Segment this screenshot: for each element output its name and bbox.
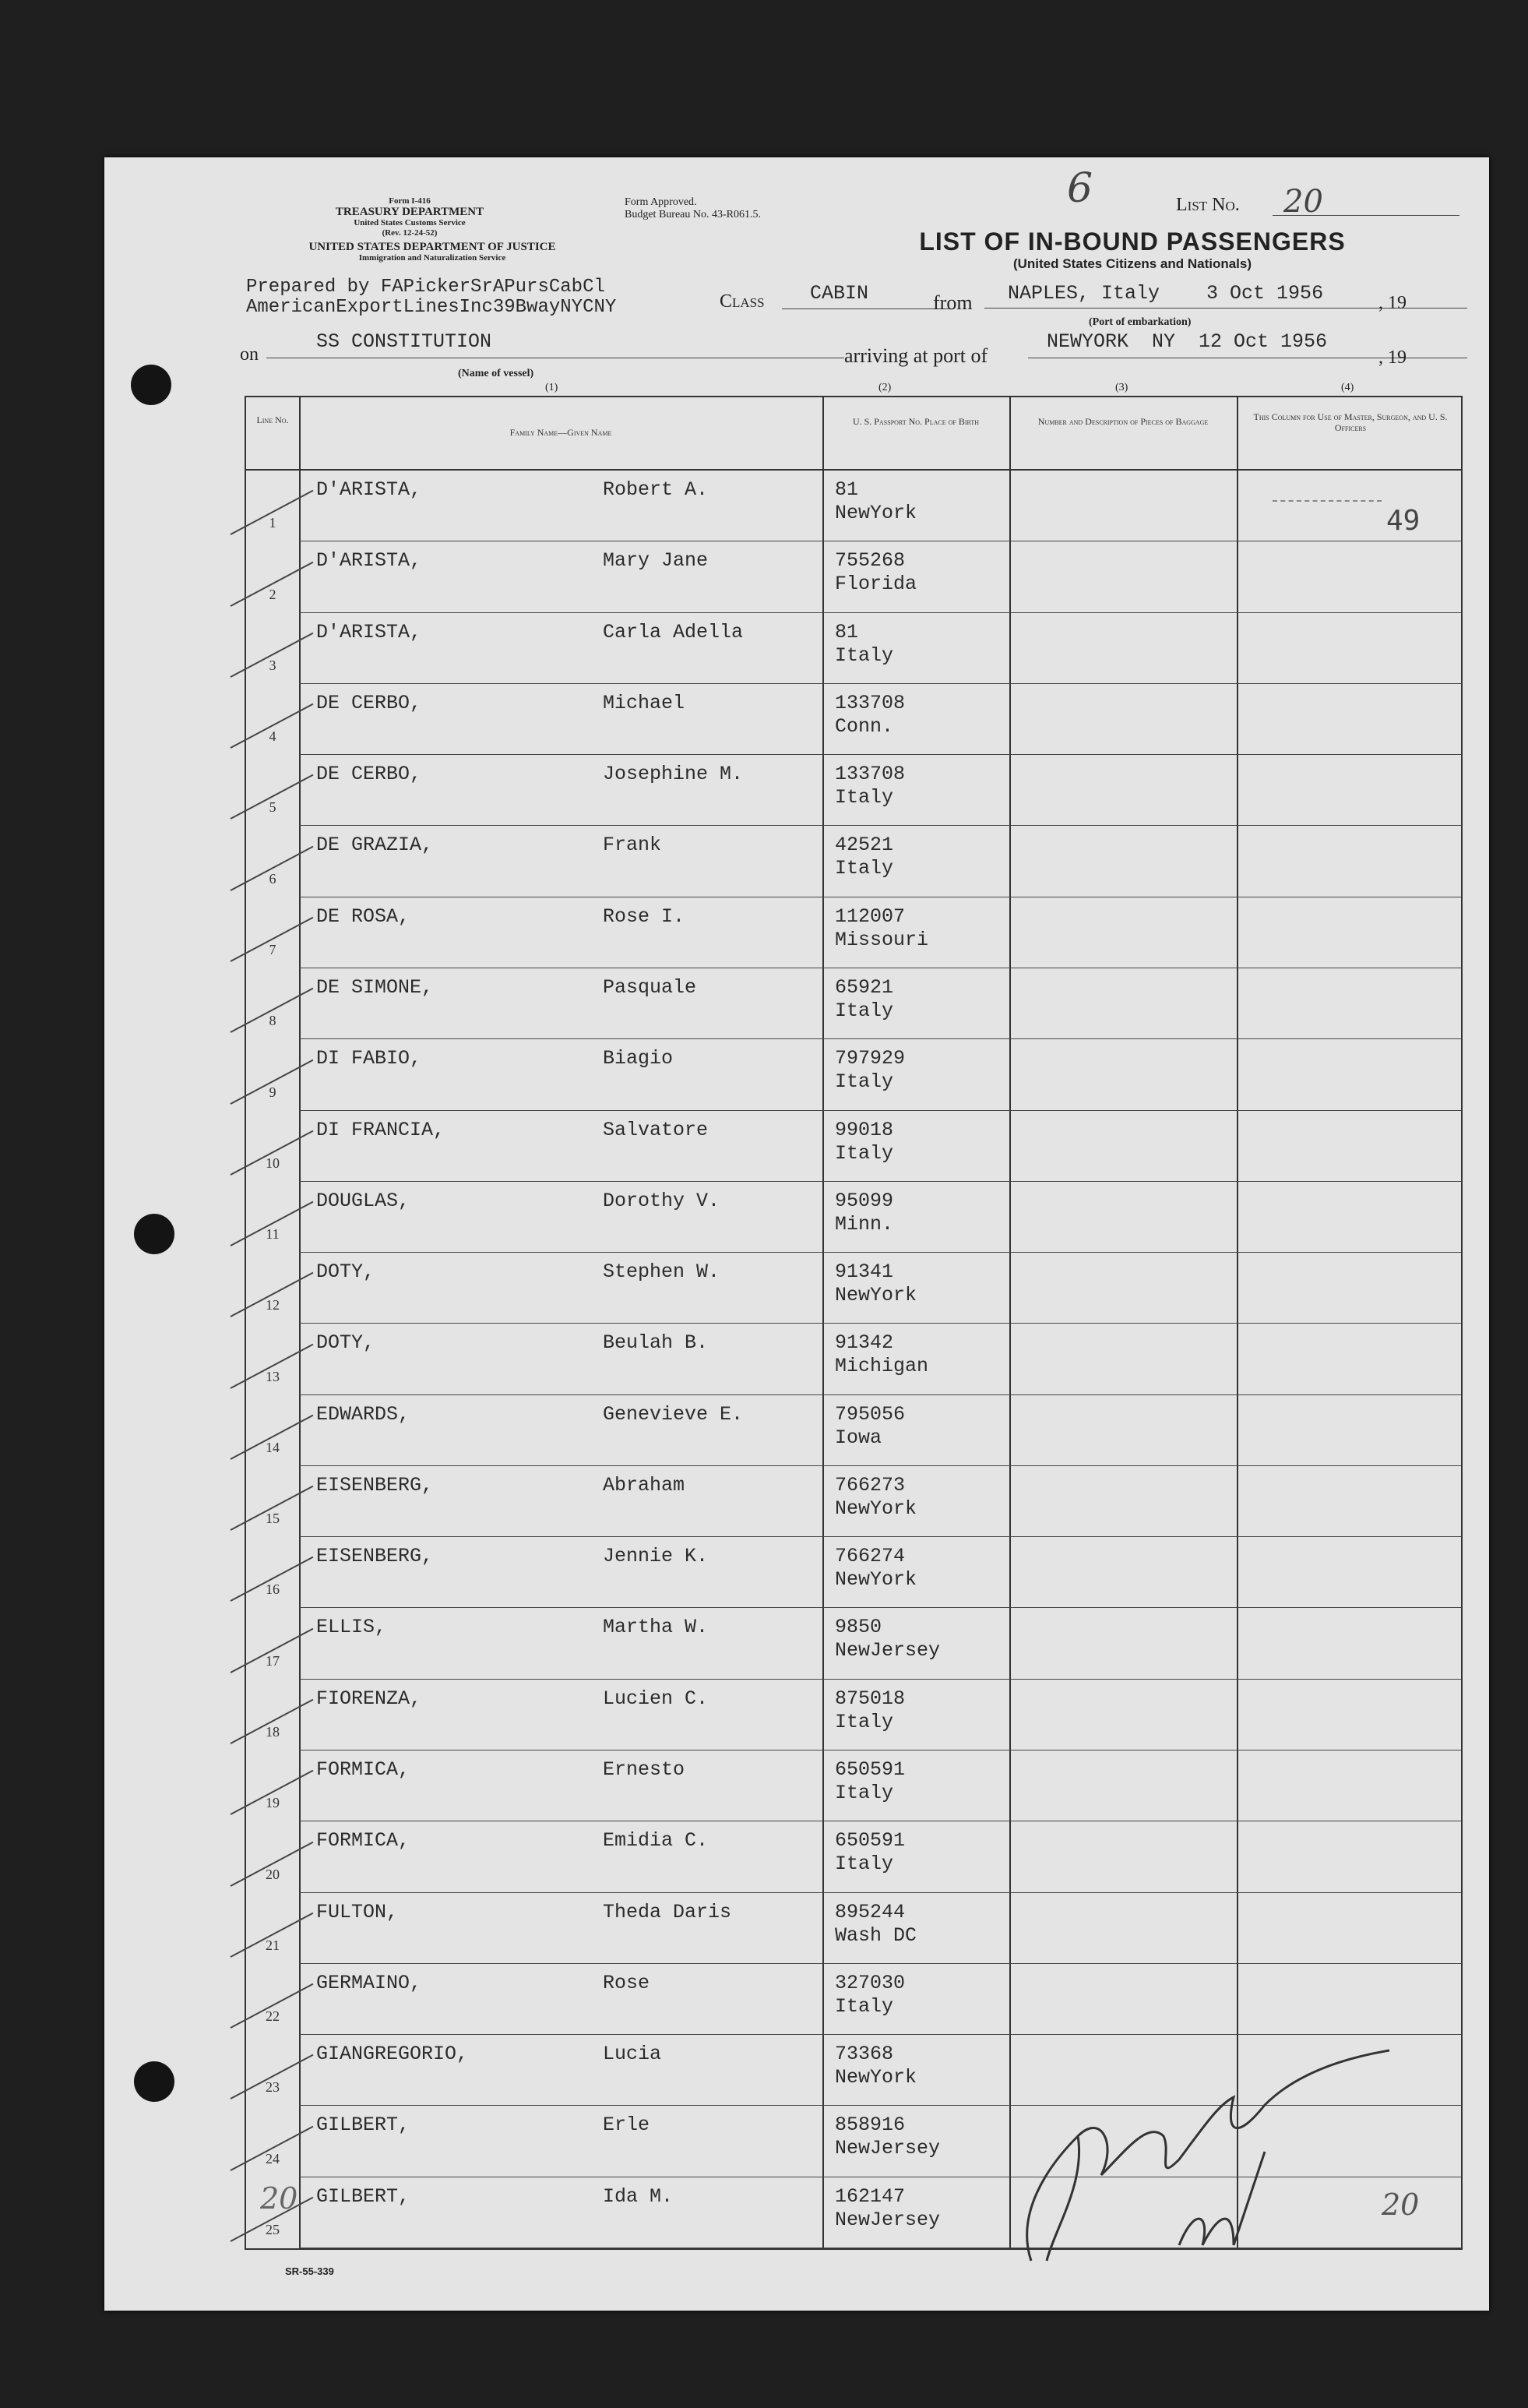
class-value: CABIN: [782, 282, 950, 309]
passport-number: 650591: [835, 1829, 906, 1853]
place-of-birth: Italy: [835, 1141, 894, 1165]
line-number: 24: [266, 2150, 280, 2166]
officer-signature: [1000, 2011, 1405, 2269]
given-name: Pasquale: [603, 975, 697, 999]
given-name: Erle: [603, 2114, 650, 2137]
given-name: Theda Daris: [603, 1900, 732, 1923]
form-number: Form I-416: [389, 196, 431, 206]
table-row: [246, 1821, 1461, 1892]
column-header-line-no: Line No.: [256, 414, 289, 425]
list-number-label: List No.: [1176, 195, 1240, 215]
passport-number: 327030: [835, 1971, 906, 1994]
family-name: D'ARISTA,: [316, 478, 422, 501]
given-name: Frank: [603, 834, 662, 857]
line-number: 21: [266, 1937, 280, 1953]
line-number: 9: [269, 1084, 276, 1100]
given-name: Stephen W.: [603, 1260, 720, 1284]
place-of-birth: Italy: [835, 857, 894, 880]
family-name: DE ROSA,: [316, 904, 410, 928]
given-name: Biagio: [603, 1047, 674, 1070]
passport-number: 81: [835, 478, 859, 501]
passport-number: 112007: [835, 904, 906, 928]
passport-number: 858916: [835, 2114, 906, 2137]
place-of-birth: Italy: [835, 999, 894, 1022]
scribble-mark: [1273, 500, 1382, 503]
family-name: FORMICA,: [316, 1829, 410, 1853]
given-name: Josephine M.: [603, 763, 744, 786]
table-row: [246, 613, 1461, 684]
line-number: 8: [269, 1013, 276, 1029]
table-row: [246, 1111, 1461, 1182]
column-number-4: (4): [1341, 382, 1354, 393]
family-name: DI FABIO,: [316, 1047, 422, 1070]
passport-number: 91341: [835, 1260, 894, 1284]
given-name: Genevieve E.: [603, 1402, 744, 1426]
place-of-birth: Italy: [835, 1994, 894, 2018]
family-name: DE CERBO,: [316, 691, 422, 714]
passport-number: 650591: [835, 1758, 906, 1782]
given-name: Robert A.: [603, 478, 709, 501]
given-name: Beulah B.: [603, 1331, 709, 1355]
family-name: D'ARISTA,: [316, 620, 422, 643]
passenger-manifest-page: [104, 157, 1489, 2311]
line-number: 20: [266, 1866, 280, 1882]
family-name: DOTY,: [316, 1331, 375, 1355]
line-number: 5: [269, 799, 276, 816]
binder-hole: [134, 2061, 174, 2102]
table-row: [246, 1466, 1461, 1537]
place-of-birth: Conn.: [835, 714, 894, 738]
family-name: DOUGLAS,: [316, 1189, 410, 1212]
footer-code: SR-55-339: [285, 2265, 334, 2277]
family-name: GERMAINO,: [316, 1971, 422, 1994]
year-suffix-1: , 19: [1378, 293, 1407, 313]
place-of-birth: Wash DC: [835, 1923, 917, 1947]
table-row: [246, 1750, 1461, 1821]
officer-count: 49: [1386, 505, 1421, 537]
column-header-officers: This Column for Use of Master, Surgeon, and U. S. Officers: [1253, 411, 1448, 433]
given-name: Dorothy V.: [603, 1189, 720, 1212]
place-of-birth: Italy: [835, 643, 894, 667]
customs-service: United States Customs Service: [354, 218, 466, 227]
bottom-left-count: 20: [260, 2181, 298, 2216]
signature-stroke: [1027, 2050, 1389, 2261]
vessel-name-label: (Name of vessel): [458, 368, 534, 379]
table-row: [246, 1537, 1461, 1608]
family-name: GIANGREGORIO,: [316, 2043, 469, 2066]
line-number: 17: [266, 1652, 280, 1669]
from-label: from: [933, 291, 973, 314]
column-number-3: (3): [1115, 382, 1128, 393]
column-header-name: Family Name—Given Name: [509, 427, 612, 438]
passenger-table: [245, 396, 1463, 2250]
given-name: Martha W.: [603, 1616, 709, 1639]
given-name: Jennie K.: [603, 1545, 709, 1568]
line-number: 6: [269, 870, 276, 887]
table-body: [246, 471, 1461, 2248]
line-number: 15: [266, 1511, 280, 1527]
line-number: 3: [269, 657, 276, 673]
line-number: 16: [266, 1581, 280, 1598]
list-number-value: 20: [1283, 184, 1323, 220]
family-name: FIORENZA,: [316, 1687, 422, 1710]
passport-number: 95099: [835, 1189, 894, 1212]
passport-number: 99018: [835, 1118, 894, 1141]
place-of-birth: Michigan: [835, 1355, 929, 1378]
passport-number: 162147: [835, 2184, 906, 2208]
revision-date: (Rev. 12-24-52): [382, 228, 438, 238]
place-of-birth: NewYork: [835, 2066, 917, 2089]
handwritten-mark-top: 6: [1067, 165, 1093, 212]
arrival-port-value: NEWYORK NY 12 Oct 1956: [1028, 330, 1467, 358]
prepared-by-line-1: Prepared by FAPickerSrAPursCabCl: [246, 277, 605, 298]
family-name: DE GRAZIA,: [316, 834, 434, 857]
place-of-birth: Italy: [835, 1070, 894, 1094]
table-row: [246, 1253, 1461, 1324]
table-row: [246, 684, 1461, 755]
department-of-justice: UNITED STATES DEPARTMENT OF JUSTICE: [308, 241, 556, 253]
place-of-birth: Iowa: [835, 1426, 882, 1449]
family-name: DOTY,: [316, 1260, 375, 1284]
table-row: [246, 968, 1461, 1039]
place-of-birth: Minn.: [835, 1212, 894, 1236]
form-subtitle: (United States Citizens and Nationals): [1012, 256, 1252, 271]
year-suffix-2: , 19: [1378, 347, 1407, 368]
family-name: GILBERT,: [316, 2114, 410, 2137]
given-name: Lucien C.: [603, 1687, 709, 1710]
line-number: 1: [269, 515, 276, 531]
line-number: 14: [266, 1439, 280, 1455]
binder-hole: [131, 365, 171, 405]
arriving-label: arriving at port of: [844, 344, 988, 367]
ins-label: Immigration and Naturalization Service: [358, 253, 506, 263]
column-header-passport: U. S. Passport No. Place of Birth: [852, 416, 980, 427]
family-name: ELLIS,: [316, 1616, 387, 1639]
line-number: 7: [269, 941, 276, 957]
family-name: DE SIMONE,: [316, 975, 434, 999]
passport-number: 755268: [835, 549, 906, 573]
budget-bureau: Budget Bureau No. 43-R061.5.: [625, 209, 761, 220]
given-name: Abraham: [603, 1473, 685, 1497]
passport-number: 766274: [835, 1545, 906, 1568]
table-row: [246, 897, 1461, 968]
place-of-birth: Florida: [835, 573, 917, 596]
column-number-1: (1): [545, 382, 558, 393]
port-of-embarkation-value: NAPLES, Italy 3 Oct 1956: [984, 282, 1467, 308]
place-of-birth: NewJersey: [835, 1639, 941, 1662]
binder-hole: [134, 1214, 174, 1254]
table-row: [246, 1039, 1461, 1110]
treasury-department: TREASURY DEPARTMENT: [335, 206, 484, 218]
line-number: 22: [266, 2008, 280, 2025]
family-name: FORMICA,: [316, 1758, 410, 1782]
passport-number: 895244: [835, 1900, 906, 1923]
column-header-baggage: Number and Description of Pieces of Baggage: [1037, 416, 1209, 427]
given-name: Carla Adella: [603, 620, 744, 643]
place-of-birth: Italy: [835, 1853, 894, 1876]
line-number: 25: [266, 2221, 280, 2237]
table-row: [246, 1395, 1461, 1466]
given-name: Salvatore: [603, 1118, 709, 1141]
line-number: 2: [269, 586, 276, 602]
given-name: Ernesto: [603, 1758, 685, 1782]
family-name: D'ARISTA,: [316, 549, 422, 573]
column-number-2: (2): [878, 382, 892, 393]
passport-number: 73368: [835, 2043, 894, 2066]
prepared-by-line-2: AmericanExportLinesInc39BwayNYCNY: [246, 297, 617, 318]
bottom-right-count: 20: [1382, 2188, 1420, 2222]
form-title: LIST OF IN-BOUND PASSENGERS: [919, 227, 1346, 256]
family-name: EDWARDS,: [316, 1402, 410, 1426]
place-of-birth: Italy: [835, 1782, 894, 1805]
form-approved: Form Approved.: [625, 196, 697, 208]
line-number: 4: [269, 728, 276, 745]
given-name: Lucia: [603, 2043, 662, 2066]
passport-number: 133708: [835, 763, 906, 786]
passport-number: 65921: [835, 975, 894, 999]
line-number: 18: [266, 1724, 280, 1740]
passport-number: 766273: [835, 1473, 906, 1497]
given-name: Mary Jane: [603, 549, 709, 573]
table-row: [246, 1182, 1461, 1253]
passport-number: 81: [835, 620, 859, 643]
line-number: 13: [266, 1368, 280, 1384]
given-name: Rose: [603, 1971, 650, 1994]
place-of-birth: Italy: [835, 786, 894, 809]
place-of-birth: Missouri: [835, 928, 929, 951]
place-of-birth: NewJersey: [835, 2208, 941, 2231]
family-name: EISENBERG,: [316, 1473, 434, 1497]
family-name: DI FRANCIA,: [316, 1118, 445, 1141]
line-number: 10: [266, 1155, 280, 1171]
table-row: [246, 541, 1461, 612]
given-name: Emidia C.: [603, 1829, 709, 1853]
place-of-birth: Italy: [835, 1710, 894, 1733]
table-row: [246, 1324, 1461, 1394]
passport-number: 797929: [835, 1047, 906, 1070]
given-name: Rose I.: [603, 904, 685, 928]
line-number: 23: [266, 2079, 280, 2096]
passport-number: 42521: [835, 834, 894, 857]
place-of-birth: NewYork: [835, 502, 917, 524]
family-name: FULTON,: [316, 1900, 399, 1923]
table-row: [246, 1680, 1461, 1750]
port-of-embarkation-label: (Port of embarkation): [1089, 316, 1192, 328]
line-number: 12: [266, 1297, 280, 1313]
line-number: 19: [266, 1795, 280, 1811]
family-name: GILBERT,: [316, 2184, 410, 2208]
table-row: [246, 471, 1461, 541]
passport-number: 91342: [835, 1331, 894, 1355]
passport-number: 133708: [835, 691, 906, 714]
vessel-name-value: SS CONSTITUTION: [266, 330, 844, 358]
family-name: EISENBERG,: [316, 1545, 434, 1568]
line-number: 11: [266, 1226, 280, 1243]
passport-number: 9850: [835, 1616, 882, 1639]
table-row: [246, 826, 1461, 897]
table-row: [246, 1893, 1461, 1964]
family-name: DE CERBO,: [316, 763, 422, 786]
table-row: [246, 1608, 1461, 1679]
given-name: Ida M.: [603, 2184, 674, 2208]
table-row: [246, 755, 1461, 826]
place-of-birth: NewYork: [835, 1497, 917, 1520]
passport-number: 795056: [835, 1402, 906, 1426]
signature-initials: [1179, 2152, 1265, 2245]
given-name: Michael: [603, 691, 685, 714]
class-label: Class: [720, 291, 765, 312]
passport-number: 875018: [835, 1687, 906, 1710]
place-of-birth: NewYork: [835, 1568, 917, 1592]
place-of-birth: NewJersey: [835, 2137, 941, 2160]
on-label: on: [240, 344, 259, 365]
place-of-birth: NewYork: [835, 1284, 917, 1307]
